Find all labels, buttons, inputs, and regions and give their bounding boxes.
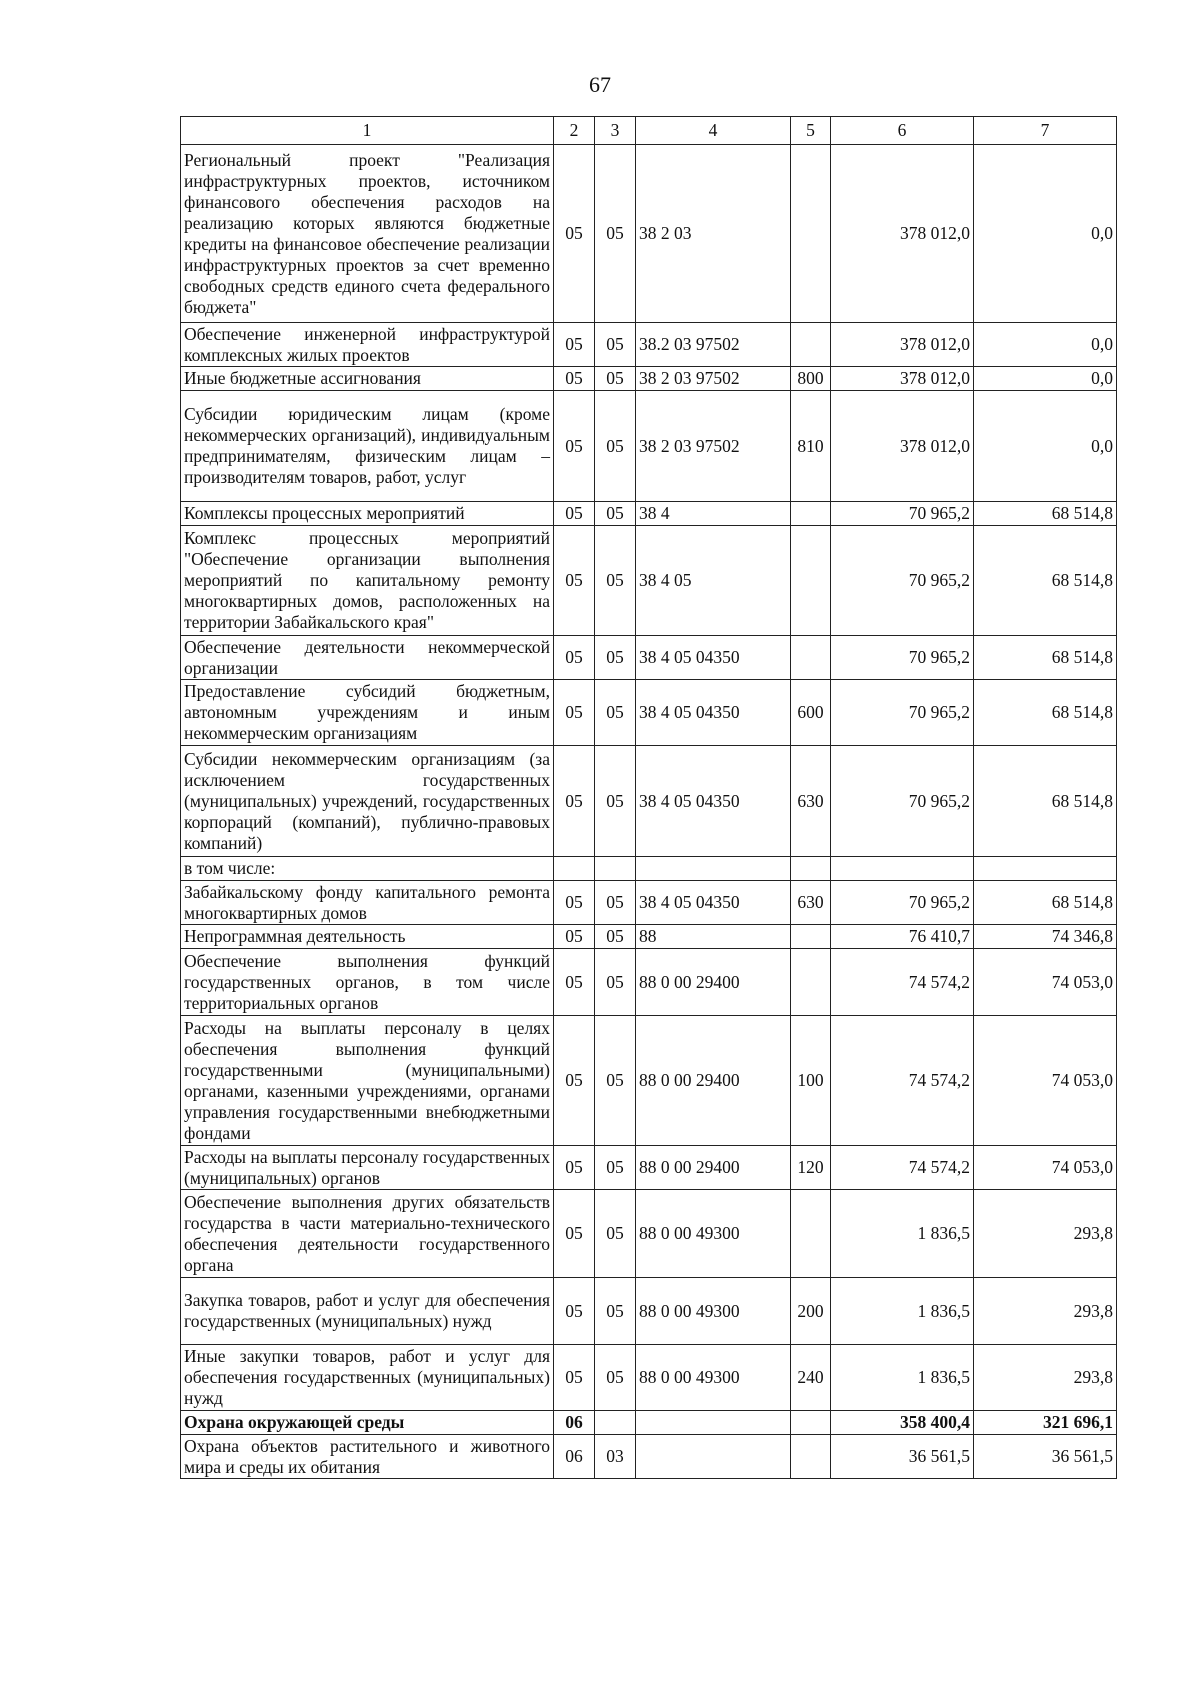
amount-year1-cell: 1 836,5 — [831, 1278, 974, 1345]
table-row — [181, 367, 1117, 391]
section-code-cell: 05 — [554, 949, 595, 1016]
subsection-code-cell — [595, 857, 636, 881]
row-name-cell: Предоставление субсидий бюджетным, автономным учреждениям и иным некоммерческим организациям — [181, 680, 554, 746]
table-row — [181, 746, 1117, 857]
target-article-cell: 88 0 00 49300 — [636, 1278, 791, 1345]
budget-table — [180, 116, 1117, 1479]
amount-year2-cell — [974, 857, 1117, 881]
row-name-cell: Забайкальскому фонду капитального ремонта многоквартирных домов — [181, 881, 554, 925]
amount-year2-cell: 68 514,8 — [974, 526, 1117, 636]
column-number-row — [181, 117, 1117, 145]
target-article-cell: 38 4 — [636, 502, 791, 526]
amount-year1-cell: 76 410,7 — [831, 925, 974, 949]
table-row — [181, 925, 1117, 949]
target-article-cell: 88 0 00 29400 — [636, 1016, 791, 1146]
expense-type-cell — [791, 323, 831, 367]
column-number: 6 — [831, 117, 974, 145]
amount-year2-cell: 0,0 — [974, 145, 1117, 323]
section-code-cell: 05 — [554, 1278, 595, 1345]
target-article-cell: 88 — [636, 925, 791, 949]
subsection-code-cell: 05 — [595, 1146, 636, 1190]
expense-type-cell — [791, 949, 831, 1016]
target-article-cell: 38 4 05 — [636, 526, 791, 636]
row-name-cell: Обеспечение выполнения других обязательств государства в части материально-технического обеспечения деятельности государственного органа — [181, 1190, 554, 1278]
expense-type-cell: 600 — [791, 680, 831, 746]
amount-year2-cell: 68 514,8 — [974, 680, 1117, 746]
expense-type-cell: 800 — [791, 367, 831, 391]
target-article-cell: 88 0 00 29400 — [636, 949, 791, 1016]
amount-year2-cell: 36 561,5 — [974, 1435, 1117, 1479]
target-article-cell — [636, 1435, 791, 1479]
subsection-code-cell: 05 — [595, 367, 636, 391]
target-article-cell: 38 4 05 04350 — [636, 636, 791, 680]
section-code-cell: 05 — [554, 1146, 595, 1190]
row-name-cell: Охрана объектов растительного и животного мира и среды их обитания — [181, 1435, 554, 1479]
amount-year1-cell: 70 965,2 — [831, 502, 974, 526]
subsection-code-cell: 05 — [595, 925, 636, 949]
amount-year2-cell: 0,0 — [974, 391, 1117, 502]
section-code-cell: 05 — [554, 746, 595, 857]
amount-year2-cell: 74 053,0 — [974, 1016, 1117, 1146]
row-name-cell: Расходы на выплаты персоналу в целях обеспечения выполнения функций государственными (муниципальными) органами, казенными учреждениями, органами управления государственными внебюджетными фондами — [181, 1016, 554, 1146]
target-article-cell: 88 0 00 49300 — [636, 1190, 791, 1278]
amount-year1-cell: 74 574,2 — [831, 1016, 974, 1146]
amount-year2-cell: 0,0 — [974, 323, 1117, 367]
table-row — [181, 1435, 1117, 1479]
row-name-cell: Закупка товаров, работ и услуг для обеспечения государственных (муниципальных) нужд — [181, 1278, 554, 1345]
table-row — [181, 391, 1117, 502]
amount-year1-cell: 70 965,2 — [831, 746, 974, 857]
table-body — [181, 117, 1117, 1479]
target-article-cell: 38 4 05 04350 — [636, 881, 791, 925]
target-article-cell: 38 4 05 04350 — [636, 680, 791, 746]
amount-year2-cell: 293,8 — [974, 1278, 1117, 1345]
subsection-code-cell — [595, 1411, 636, 1435]
expense-type-cell — [791, 502, 831, 526]
target-article-cell: 38.2 03 97502 — [636, 323, 791, 367]
amount-year1-cell: 1 836,5 — [831, 1190, 974, 1278]
subsection-code-cell: 05 — [595, 1016, 636, 1146]
table-row — [181, 636, 1117, 680]
section-code-cell: 06 — [554, 1435, 595, 1479]
section-code-cell: 05 — [554, 367, 595, 391]
subsection-code-cell: 05 — [595, 1278, 636, 1345]
target-article-cell: 38 2 03 97502 — [636, 391, 791, 502]
row-name-cell: Субсидии юридическим лицам (кроме некоммерческих организаций), индивидуальным предпринимателям, физическим лицам – производителям товаров, работ, услуг — [181, 391, 554, 502]
expense-type-cell: 810 — [791, 391, 831, 502]
column-number: 5 — [791, 117, 831, 145]
table-row — [181, 1016, 1117, 1146]
table-row — [181, 1278, 1117, 1345]
subsection-code-cell: 03 — [595, 1435, 636, 1479]
table-row — [181, 1146, 1117, 1190]
column-number: 2 — [554, 117, 595, 145]
amount-year2-cell: 68 514,8 — [974, 502, 1117, 526]
amount-year2-cell: 74 346,8 — [974, 925, 1117, 949]
amount-year1-cell: 70 965,2 — [831, 680, 974, 746]
section-code-cell: 05 — [554, 526, 595, 636]
section-code-cell: 05 — [554, 1345, 595, 1411]
table-row — [181, 857, 1117, 881]
target-article-cell: 38 2 03 — [636, 145, 791, 323]
amount-year1-cell: 74 574,2 — [831, 1146, 974, 1190]
expense-type-cell: 100 — [791, 1016, 831, 1146]
row-name-cell: Обеспечение выполнения функций государственных органов, в том числе территориальных органов — [181, 949, 554, 1016]
subsection-code-cell: 05 — [595, 746, 636, 857]
amount-year1-cell: 74 574,2 — [831, 949, 974, 1016]
subsection-code-cell: 05 — [595, 1190, 636, 1278]
subsection-code-cell: 05 — [595, 323, 636, 367]
row-name-cell: Региональный проект "Реализация инфраструктурных проектов, источником финансового обеспечения расходов на реализацию которых являются бюджетные кредиты на финансовое обеспечение реализации инфраструктурных проектов за счет временно свободных средств единого счета федерального бюджета" — [181, 145, 554, 323]
table-row — [181, 502, 1117, 526]
column-number: 4 — [636, 117, 791, 145]
subsection-code-cell: 05 — [595, 145, 636, 323]
page-number: 67 — [589, 72, 611, 97]
row-name-cell: Непрограммная деятельность — [181, 925, 554, 949]
section-code-cell: 05 — [554, 502, 595, 526]
row-name-cell: Расходы на выплаты персоналу государственных (муниципальных) органов — [181, 1146, 554, 1190]
row-name-cell: Иные бюджетные ассигнования — [181, 367, 554, 391]
section-code-cell: 05 — [554, 391, 595, 502]
section-code-cell: 05 — [554, 1190, 595, 1278]
expense-type-cell — [791, 1190, 831, 1278]
amount-year1-cell: 70 965,2 — [831, 526, 974, 636]
amount-year2-cell: 68 514,8 — [974, 881, 1117, 925]
subsection-code-cell: 05 — [595, 680, 636, 746]
amount-year1-cell: 378 012,0 — [831, 367, 974, 391]
section-code-cell: 05 — [554, 881, 595, 925]
section-code-cell — [554, 857, 595, 881]
target-article-cell — [636, 857, 791, 881]
table-row — [181, 1411, 1117, 1435]
column-number: 7 — [974, 117, 1117, 145]
amount-year2-cell: 68 514,8 — [974, 636, 1117, 680]
amount-year2-cell: 74 053,0 — [974, 1146, 1117, 1190]
amount-year1-cell: 378 012,0 — [831, 145, 974, 323]
subsection-code-cell: 05 — [595, 1345, 636, 1411]
expense-type-cell — [791, 1411, 831, 1435]
amount-year2-cell: 74 053,0 — [974, 949, 1117, 1016]
section-code-cell: 05 — [554, 925, 595, 949]
amount-year2-cell: 293,8 — [974, 1345, 1117, 1411]
expense-type-cell: 630 — [791, 746, 831, 857]
amount-year1-cell: 378 012,0 — [831, 391, 974, 502]
expense-type-cell: 200 — [791, 1278, 831, 1345]
row-name-cell: Обеспечение деятельности некоммерческой организации — [181, 636, 554, 680]
subsection-code-cell: 05 — [595, 526, 636, 636]
section-code-cell: 05 — [554, 323, 595, 367]
expense-type-cell: 630 — [791, 881, 831, 925]
expense-type-cell — [791, 145, 831, 323]
amount-year1-cell: 1 836,5 — [831, 1345, 974, 1411]
section-code-cell: 05 — [554, 680, 595, 746]
target-article-cell: 38 4 05 04350 — [636, 746, 791, 857]
amount-year1-cell: 70 965,2 — [831, 881, 974, 925]
amount-year1-cell: 36 561,5 — [831, 1435, 974, 1479]
target-article-cell: 88 0 00 29400 — [636, 1146, 791, 1190]
amount-year1-cell — [831, 857, 974, 881]
column-number: 3 — [595, 117, 636, 145]
table-row — [181, 680, 1117, 746]
section-code-cell: 05 — [554, 636, 595, 680]
amount-year1-cell: 70 965,2 — [831, 636, 974, 680]
table-row — [181, 1190, 1117, 1278]
row-name-cell: Охрана окружающей среды — [181, 1411, 554, 1435]
expense-type-cell: 240 — [791, 1345, 831, 1411]
table-row — [181, 949, 1117, 1016]
row-name-cell: Обеспечение инженерной инфраструктурой комплексных жилых проектов — [181, 323, 554, 367]
row-name-cell: Иные закупки товаров, работ и услуг для обеспечения государственных (муниципальных) нужд — [181, 1345, 554, 1411]
subsection-code-cell: 05 — [595, 949, 636, 1016]
table-row — [181, 1345, 1117, 1411]
row-name-cell: Субсидии некоммерческим организациям (за исключением государственных (муниципальных) учреждений, государственных корпораций (компаний), публично-правовых компаний) — [181, 746, 554, 857]
subsection-code-cell: 05 — [595, 391, 636, 502]
table-row — [181, 881, 1117, 925]
target-article-cell — [636, 1411, 791, 1435]
target-article-cell: 38 2 03 97502 — [636, 367, 791, 391]
section-code-cell: 05 — [554, 145, 595, 323]
expense-type-cell: 120 — [791, 1146, 831, 1190]
amount-year1-cell: 358 400,4 — [831, 1411, 974, 1435]
expense-type-cell — [791, 636, 831, 680]
amount-year2-cell: 293,8 — [974, 1190, 1117, 1278]
subsection-code-cell: 05 — [595, 502, 636, 526]
expense-type-cell — [791, 857, 831, 881]
row-name-cell: Комплекс процессных мероприятий "Обеспечение организации выполнения мероприятий по капитальному ремонту многоквартирных домов, расположенных на территории Забайкальского края" — [181, 526, 554, 636]
expense-type-cell — [791, 526, 831, 636]
target-article-cell: 88 0 00 49300 — [636, 1345, 791, 1411]
row-name-cell: в том числе: — [181, 857, 554, 881]
amount-year2-cell: 68 514,8 — [974, 746, 1117, 857]
row-name-cell: Комплексы процессных мероприятий — [181, 502, 554, 526]
column-number: 1 — [181, 117, 554, 145]
section-code-cell: 05 — [554, 1016, 595, 1146]
table-row — [181, 145, 1117, 323]
expense-type-cell — [791, 925, 831, 949]
table-row — [181, 526, 1117, 636]
expense-type-cell — [791, 1435, 831, 1479]
table-row — [181, 323, 1117, 367]
subsection-code-cell: 05 — [595, 881, 636, 925]
subsection-code-cell: 05 — [595, 636, 636, 680]
amount-year2-cell: 321 696,1 — [974, 1411, 1117, 1435]
amount-year1-cell: 378 012,0 — [831, 323, 974, 367]
section-code-cell: 06 — [554, 1411, 595, 1435]
amount-year2-cell: 0,0 — [974, 367, 1117, 391]
